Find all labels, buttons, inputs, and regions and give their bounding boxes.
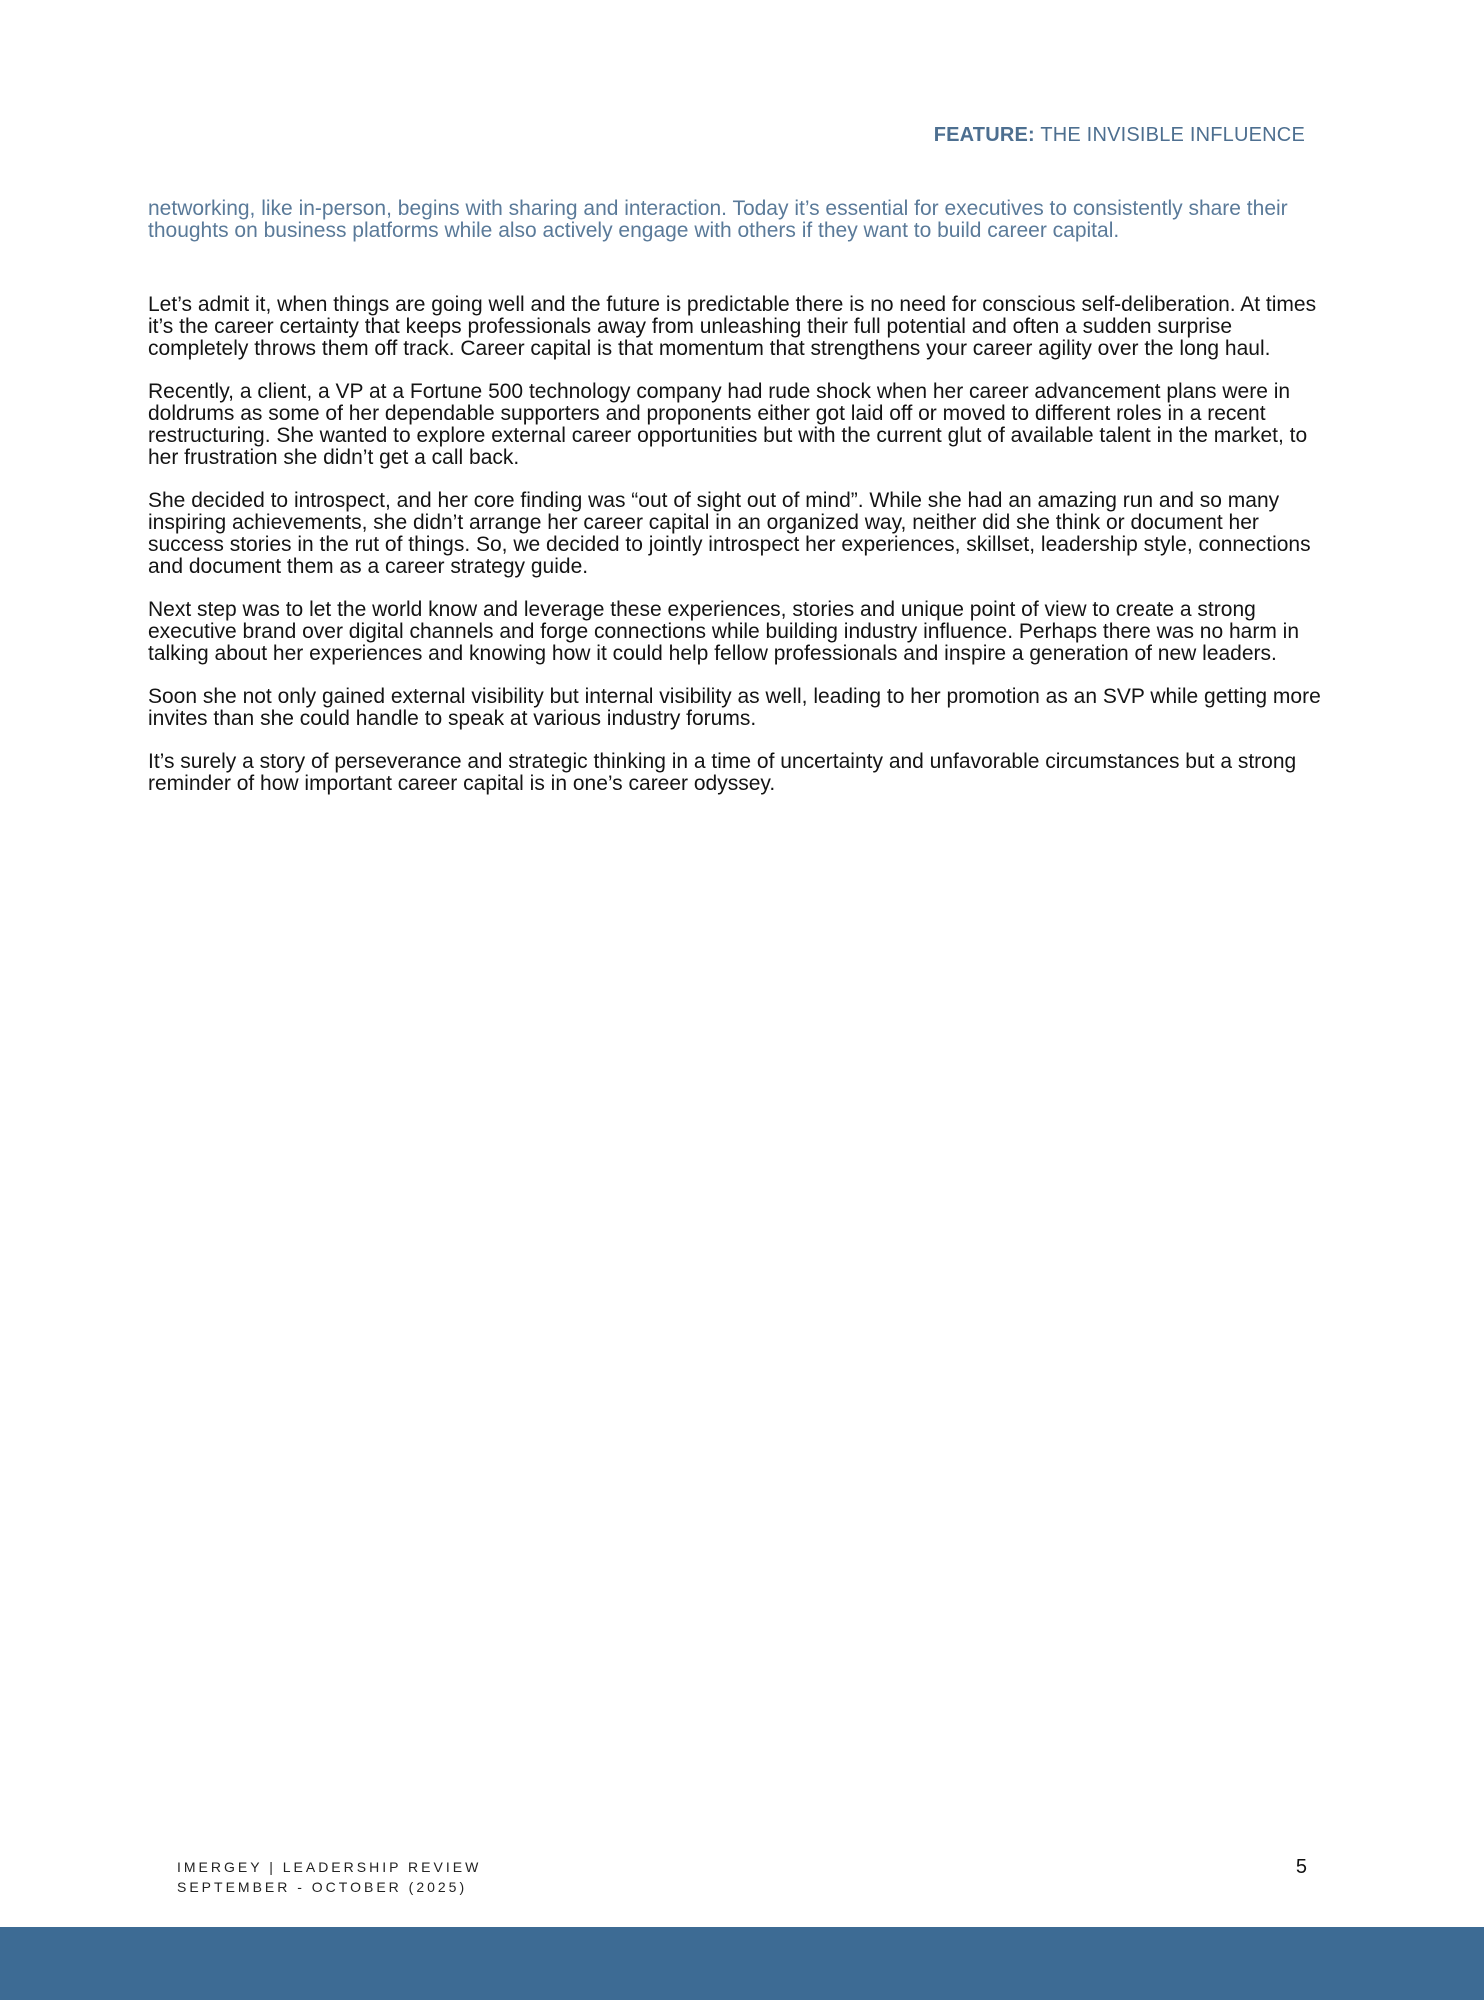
body-paragraph-6: It’s surely a story of perseverance and strategic thinking in a time of uncertainty and unfavorable circumstances but a strong reminder of how important career capital is in one’s career odyssey. (148, 750, 1297, 795)
body-paragraph-2: Recently, a client, a VP at a Fortune 500 technology company had rude shock when her career advancement plans were in doldrums as some of her dependable supporters and proponents either got laid off or moved to different roles in a recent restructuring. She wanted to explore external career opportunities but with the current glut of available talent in the market, to her frustration she didn’t get a call back. (148, 380, 1308, 469)
intro-paragraph: networking, like in-person, begins with sharing and interaction. Today it’s essential for executives to consistently share their thoughts on business platforms while also actively engage with others if they want to build career capital. (148, 197, 1288, 242)
feature-header (934, 124, 1305, 147)
feature-title: THE INVISIBLE INFLUENCE (1040, 124, 1305, 146)
bottom-color-bar (0, 1927, 1484, 2000)
body-paragraph-4: Next step was to let the world know and leverage these experiences, stories and unique point of view to create a strong executive brand over digital channels and forge connections while building industry influence. Perhaps there was no harm in talking about her experiences and knowing how it could help fellow professionals and inspire a generation of new leaders. (148, 598, 1300, 665)
body-paragraph-1: Let’s admit it, when things are going well and the future is predictable there is no need for conscious self-deliberation. At times it’s the career certainty that keeps professionals away from unleashing their full potential and often a sudden surprise completely throws them off track. Career capital is that momentum that strengthens your career agility over the long haul. (148, 293, 1317, 360)
footer-publication-info (177, 1857, 481, 1897)
publication-issue: SEPTEMBER - OCTOBER (2025) (177, 1879, 468, 1895)
body-paragraph-3: She decided to introspect, and her core finding was “out of sight out of mind”. While she had an amazing run and so many inspiring achievements, she didn’t arrange her career capital in an organized way, neither did she think or document her success stories in the rut of things. So, we decided to jointly introspect her experiences, skillset, leadership style, connections and document them as a career strategy guide. (148, 489, 1311, 578)
article-body (148, 294, 1338, 816)
body-paragraph-5: Soon she not only gained external visibility but internal visibility as well, leading to her promotion as an SVP while getting more invites than she could handle to speak at various industry forums. (148, 685, 1321, 730)
page-number: 5 (1295, 1856, 1307, 1878)
feature-label: FEATURE: (933, 124, 1035, 146)
publication-name: IMERGEY | LEADERSHIP REVIEW (177, 1859, 482, 1875)
